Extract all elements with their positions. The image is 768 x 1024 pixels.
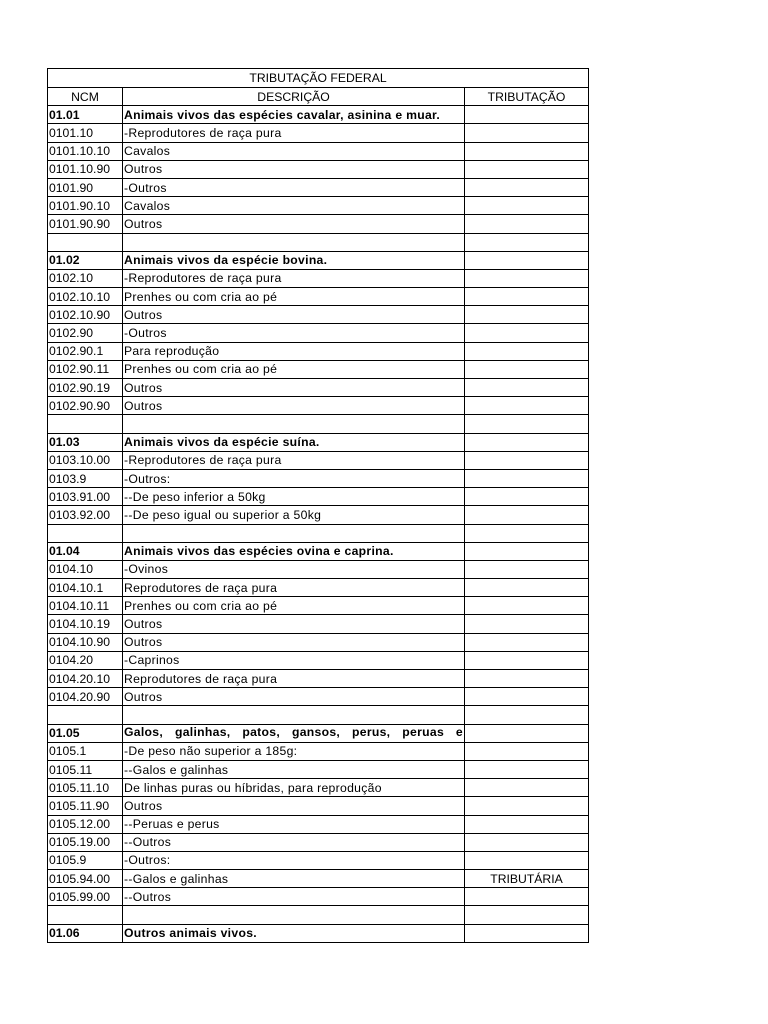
description-cell[interactable]: --De peso igual ou superior a 50kg (123, 506, 465, 524)
ncm-cell[interactable]: 0101.10 (48, 124, 123, 142)
description-cell[interactable]: Cavalos (123, 197, 465, 215)
tributacao-cell[interactable] (465, 433, 589, 451)
description-cell[interactable]: De linhas puras ou híbridas, para reprodução (123, 779, 465, 797)
table-row (48, 560, 589, 578)
tributacao-cell[interactable] (465, 160, 589, 178)
blank-row (48, 706, 589, 724)
table-row (48, 324, 589, 342)
tributacao-cell[interactable] (465, 415, 589, 433)
description-cell[interactable]: Prenhes ou com cria ao pé (123, 288, 465, 306)
description-cell[interactable]: Outros (123, 306, 465, 324)
tributacao-cell[interactable] (465, 215, 589, 233)
ncm-cell[interactable]: 0105.9 (48, 851, 123, 869)
description-cell[interactable]: Outros (123, 633, 465, 651)
table-row (48, 888, 589, 906)
table-row (48, 615, 589, 633)
ncm-cell[interactable]: 0101.90.90 (48, 215, 123, 233)
table-row (48, 124, 589, 142)
tributacao-cell[interactable] (465, 779, 589, 797)
tributacao-cell[interactable] (465, 542, 589, 560)
table-row (48, 379, 589, 397)
table-row (48, 342, 589, 360)
tributacao-cell[interactable] (465, 579, 589, 597)
ncm-cell[interactable]: 0101.90.10 (48, 197, 123, 215)
ncm-cell[interactable]: 0105.12.00 (48, 815, 123, 833)
table-row (48, 269, 589, 287)
section-row (48, 106, 589, 124)
description-cell[interactable]: Outros (123, 379, 465, 397)
table-row (48, 288, 589, 306)
header-descricao[interactable]: DESCRIÇÃO (123, 88, 465, 106)
tributacao-cell[interactable] (465, 688, 589, 706)
ncm-cell[interactable]: 0104.10.1 (48, 579, 123, 597)
description-cell[interactable] (123, 706, 465, 724)
table-row (48, 451, 589, 469)
description-cell[interactable]: --Galos e galinhas (123, 760, 465, 778)
tax-table (47, 68, 589, 943)
tributacao-cell[interactable] (465, 197, 589, 215)
table-row (48, 360, 589, 378)
description-cell[interactable]: Outros (123, 797, 465, 815)
tributacao-cell[interactable] (465, 306, 589, 324)
description-cell[interactable]: Reprodutores de raça pura (123, 670, 465, 688)
description-cell[interactable]: Outros (123, 688, 465, 706)
description-cell[interactable]: Animais vivos das espécies cavalar, asinina e muar. (123, 106, 465, 124)
section-row (48, 924, 589, 942)
description-cell[interactable]: Outros (123, 160, 465, 178)
ncm-cell[interactable]: 0105.19.00 (48, 833, 123, 851)
ncm-cell[interactable]: 0105.99.00 (48, 888, 123, 906)
ncm-cell[interactable]: 0102.90.11 (48, 360, 123, 378)
ncm-cell[interactable]: 0103.10.00 (48, 451, 123, 469)
ncm-cell[interactable]: 0104.10.19 (48, 615, 123, 633)
tributacao-cell[interactable] (465, 797, 589, 815)
ncm-cell[interactable]: 0103.91.00 (48, 488, 123, 506)
table-row (48, 760, 589, 778)
description-cell[interactable]: -Outros (123, 178, 465, 196)
section-row (48, 542, 589, 560)
description-cell[interactable]: Galos, galinhas, patos, gansos, perus, peruas e (123, 724, 465, 742)
blank-row (48, 415, 589, 433)
ncm-cell[interactable]: 0102.90.1 (48, 342, 123, 360)
tributacao-cell[interactable] (465, 178, 589, 196)
description-cell[interactable]: Prenhes ou com cria ao pé (123, 597, 465, 615)
tributacao-cell[interactable] (465, 106, 589, 124)
description-cell[interactable]: Animais vivos da espécie bovina. (123, 251, 465, 269)
ncm-cell[interactable]: 0104.10.90 (48, 633, 123, 651)
tributacao-cell[interactable] (465, 888, 589, 906)
tributacao-cell[interactable] (465, 124, 589, 142)
tributacao-cell[interactable] (465, 670, 589, 688)
ncm-cell[interactable]: 0105.11.10 (48, 779, 123, 797)
description-cell[interactable]: Outros (123, 215, 465, 233)
tributacao-cell[interactable] (465, 560, 589, 578)
tax-spreadsheet (47, 68, 588, 943)
tributacao-cell[interactable] (465, 397, 589, 415)
ncm-cell[interactable]: 0105.1 (48, 742, 123, 760)
tributacao-cell[interactable] (465, 524, 589, 542)
tributacao-cell[interactable] (465, 924, 589, 942)
ncm-cell[interactable]: 0102.10 (48, 269, 123, 287)
blank-row (48, 524, 589, 542)
table-row (48, 742, 589, 760)
tributacao-cell[interactable] (465, 851, 589, 869)
table-row (48, 142, 589, 160)
table-row (48, 579, 589, 597)
description-cell[interactable]: Animais vivos das espécies ovina e caprina. (123, 542, 465, 560)
table-row (48, 851, 589, 869)
description-cell[interactable]: --Peruas e perus (123, 815, 465, 833)
tributacao-cell[interactable] (465, 142, 589, 160)
ncm-cell[interactable]: 0102.90 (48, 324, 123, 342)
description-cell[interactable]: -Ovinos (123, 560, 465, 578)
tributacao-cell[interactable] (465, 706, 589, 724)
tributacao-cell[interactable] (465, 651, 589, 669)
tributacao-cell[interactable]: TRIBUTÁRIA (465, 870, 589, 888)
description-cell[interactable]: --De peso inferior a 50kg (123, 488, 465, 506)
description-cell[interactable]: Outros (123, 615, 465, 633)
description-cell[interactable] (123, 233, 465, 251)
tributacao-cell[interactable] (465, 379, 589, 397)
ncm-cell[interactable]: 0103.9 (48, 469, 123, 487)
table-row (48, 651, 589, 669)
header-row (48, 88, 589, 106)
ncm-cell[interactable]: 0102.10.90 (48, 306, 123, 324)
ncm-cell[interactable]: 0102.90.90 (48, 397, 123, 415)
ncm-cell[interactable] (48, 706, 123, 724)
tributacao-cell[interactable] (465, 342, 589, 360)
ncm-cell[interactable]: 0104.10 (48, 560, 123, 578)
description-cell[interactable]: -Outros: (123, 851, 465, 869)
tributacao-cell[interactable] (465, 251, 589, 269)
table-row (48, 469, 589, 487)
ncm-cell[interactable]: 0103.92.00 (48, 506, 123, 524)
tributacao-cell[interactable] (465, 760, 589, 778)
ncm-cell[interactable] (48, 233, 123, 251)
description-cell[interactable]: -Outros: (123, 469, 465, 487)
ncm-cell[interactable]: 0105.94.00 (48, 870, 123, 888)
description-cell[interactable]: -Reprodutores de raça pura (123, 451, 465, 469)
description-cell[interactable]: --Galos e galinhas (123, 870, 465, 888)
table-row (48, 215, 589, 233)
ncm-cell[interactable] (48, 524, 123, 542)
tributacao-cell[interactable] (465, 833, 589, 851)
section-row (48, 251, 589, 269)
description-cell[interactable] (123, 906, 465, 924)
description-cell[interactable]: Outros (123, 397, 465, 415)
sheet-title[interactable]: TRIBUTAÇÃO FEDERAL (48, 69, 589, 88)
ncm-cell[interactable]: 01.02 (48, 251, 123, 269)
table-row (48, 833, 589, 851)
description-cell[interactable]: Para reprodução (123, 342, 465, 360)
ncm-cell[interactable]: 0104.20.90 (48, 688, 123, 706)
description-cell[interactable]: --Outros (123, 833, 465, 851)
ncm-cell[interactable]: 0101.10.10 (48, 142, 123, 160)
table-row (48, 397, 589, 415)
ncm-cell[interactable]: 0105.11.90 (48, 797, 123, 815)
tributacao-cell[interactable] (465, 906, 589, 924)
description-cell[interactable]: --Outros (123, 888, 465, 906)
ncm-cell[interactable]: 0101.90 (48, 178, 123, 196)
tributacao-cell[interactable] (465, 324, 589, 342)
tributacao-cell[interactable] (465, 742, 589, 760)
tributacao-cell[interactable] (465, 815, 589, 833)
ncm-cell[interactable]: 0102.10.10 (48, 288, 123, 306)
tributacao-cell[interactable] (465, 451, 589, 469)
description-cell[interactable] (123, 524, 465, 542)
ncm-cell[interactable]: 0105.11 (48, 760, 123, 778)
tributacao-cell[interactable] (465, 597, 589, 615)
description-cell[interactable]: -Caprinos (123, 651, 465, 669)
tributacao-cell[interactable] (465, 469, 589, 487)
table-row (48, 160, 589, 178)
tributacao-cell[interactable] (465, 488, 589, 506)
table-row (48, 633, 589, 651)
description-cell[interactable]: Animais vivos da espécie suína. (123, 433, 465, 451)
description-cell[interactable]: Reprodutores de raça pura (123, 579, 465, 597)
ncm-cell[interactable]: 0104.20.10 (48, 670, 123, 688)
tributacao-cell[interactable] (465, 360, 589, 378)
tributacao-cell[interactable] (465, 724, 589, 742)
table-row (48, 815, 589, 833)
section-row (48, 724, 589, 742)
tributacao-cell[interactable] (465, 233, 589, 251)
table-row (48, 197, 589, 215)
table-row (48, 178, 589, 196)
description-cell[interactable] (123, 415, 465, 433)
header-tributacao[interactable]: TRIBUTAÇÃO (465, 88, 589, 106)
ncm-cell[interactable]: 0101.10.90 (48, 160, 123, 178)
table-row (48, 797, 589, 815)
ncm-cell[interactable]: 01.06 (48, 924, 123, 942)
ncm-cell[interactable]: 0102.90.19 (48, 379, 123, 397)
header-ncm[interactable]: NCM (48, 88, 123, 106)
description-cell[interactable]: Cavalos (123, 142, 465, 160)
tributacao-cell[interactable] (465, 615, 589, 633)
table-row (48, 597, 589, 615)
description-cell[interactable]: -Outros (123, 324, 465, 342)
table-row (48, 779, 589, 797)
tributacao-cell[interactable] (465, 269, 589, 287)
title-row (48, 69, 589, 88)
ncm-cell[interactable]: 01.03 (48, 433, 123, 451)
description-cell[interactable]: Outros animais vivos. (123, 924, 465, 942)
section-row (48, 433, 589, 451)
description-cell[interactable]: -Reprodutores de raça pura (123, 269, 465, 287)
table-row (48, 688, 589, 706)
ncm-cell[interactable]: 01.05 (48, 724, 123, 742)
ncm-cell[interactable]: 0104.10.11 (48, 597, 123, 615)
ncm-cell[interactable]: 0104.20 (48, 651, 123, 669)
ncm-cell[interactable] (48, 415, 123, 433)
tributacao-cell[interactable] (465, 633, 589, 651)
table-row (48, 488, 589, 506)
ncm-cell[interactable]: 01.04 (48, 542, 123, 560)
table-row (48, 870, 589, 888)
description-cell[interactable]: -De peso não superior a 185g: (123, 742, 465, 760)
tributacao-cell[interactable] (465, 506, 589, 524)
description-cell[interactable]: Prenhes ou com cria ao pé (123, 360, 465, 378)
ncm-cell[interactable] (48, 906, 123, 924)
blank-row (48, 906, 589, 924)
blank-row (48, 233, 589, 251)
description-cell[interactable]: -Reprodutores de raça pura (123, 124, 465, 142)
ncm-cell[interactable]: 01.01 (48, 106, 123, 124)
table-row (48, 306, 589, 324)
table-row (48, 670, 589, 688)
tributacao-cell[interactable] (465, 288, 589, 306)
table-row (48, 506, 589, 524)
